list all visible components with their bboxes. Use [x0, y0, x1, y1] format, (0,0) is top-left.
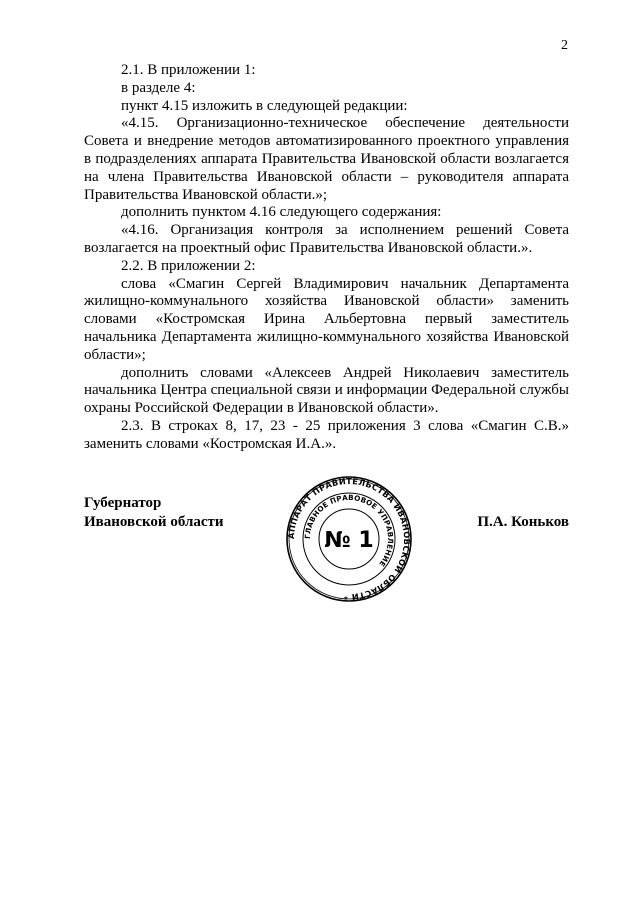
stamp-number: № 1 [324, 528, 374, 553]
paragraph: дополнить словами «Алексеев Андрей Николаевич заместитель начальника Центра специальной связи и информации Федеральной службы охраны Российской Федерации в Ивановской области». [84, 364, 569, 417]
signatory-position-line: Губернатор [84, 495, 162, 511]
stamp-ring-text: АППАРАТ ПРАВИТЕЛЬСТВА ИВАНОВСКОЙ ОБЛАСТИ * [285, 475, 413, 603]
signatory-name: П.А. Коньков [477, 514, 569, 530]
document-body [84, 62, 569, 454]
stamp-inner-text: ГЛАВНОЕ ПРАВОВОЕ УПРАВЛЕНИЕ [302, 492, 396, 569]
paragraph: пункт 4.15 изложить в следующей редакции: [121, 97, 408, 114]
signatory-position [84, 494, 224, 532]
signature-block [84, 475, 569, 604]
paragraph: слова «Смагин Сергей Владимирович начальник Департамента жилищно-коммунального хозяйства Ивановской области» заменить словами «Костромская Ирина Альбертовна первый заместитель начальника Департамента жилищно-коммунального хозяйства Ивановской области»; [84, 275, 569, 363]
paragraph: «4.16. Организация контроля за исполнением решений Совета возлагается на проектный офис Правительства Ивановской области.». [84, 222, 569, 256]
official-stamp-seal [285, 475, 413, 603]
page-number: 2 [561, 38, 568, 53]
paragraph: 2.3. В строках 8, 17, 23 - 25 приложения 3 слова «Смагин С.В.» заменить словами «Костромская И.А.». [84, 417, 569, 452]
paragraph: «4.15. Организационно-техническое обеспечение деятельности Совета и внедрение методов автоматизированного проектного управления в подразделениях аппарата Правительства Ивановской области возлагается на члена Правительства Ивановской области – руководителя аппарата Правительства Ивановской области.»; [84, 115, 569, 203]
paragraph: дополнить пунктом 4.16 следующего содержания: [121, 204, 442, 221]
paragraph: 2.2. В приложении 2: [121, 257, 256, 274]
paragraph: 2.1. В приложении 1: [121, 62, 256, 78]
signatory-position-line: Ивановской области [84, 514, 224, 530]
paragraph: в разделе 4: [121, 79, 196, 96]
